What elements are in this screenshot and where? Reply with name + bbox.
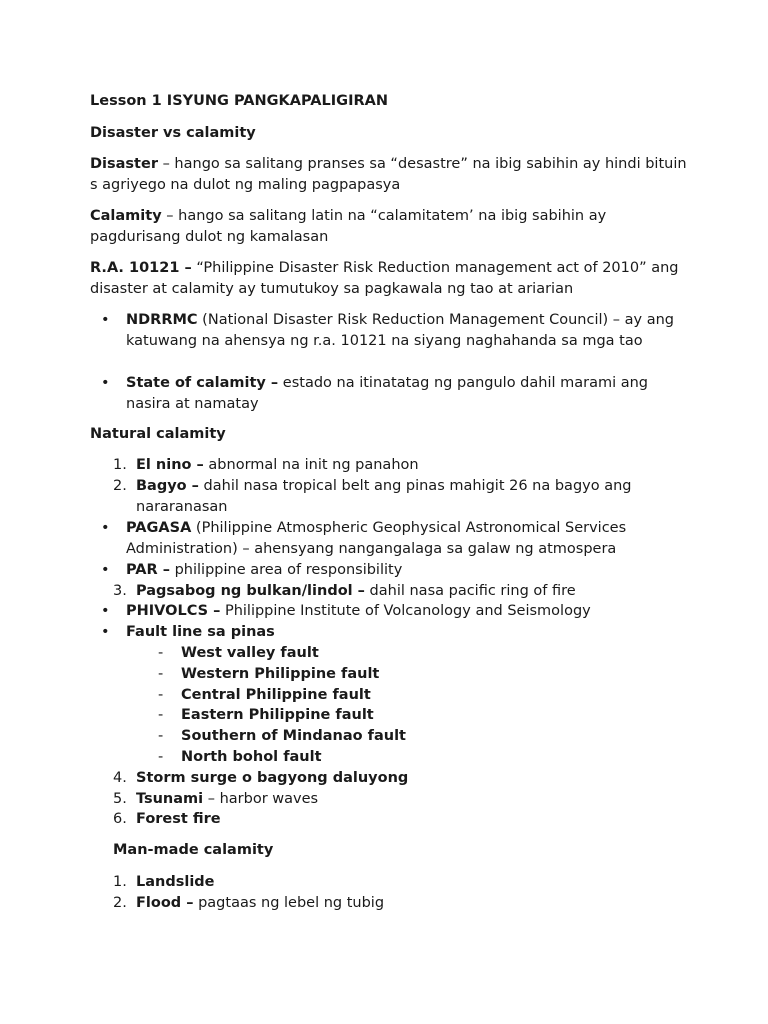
list-item-state-of-calamity: State of calamity – estado na itinatatag ng pangulo dahil marami ang nasira at namatay xyxy=(126,375,649,412)
bullet-icon: • xyxy=(101,375,110,391)
list-item-pagasa: PAGASA (Philippine Atmospheric Geophysical Astronomical Services xyxy=(126,520,627,536)
list-item-bagyo: Bagyo – dahil nasa tropical belt ang pinas mahigit 26 na bagyo ang xyxy=(136,478,632,494)
list-item-fault-line: Fault line sa pinas xyxy=(126,624,275,640)
list-item-phivolcs: PHIVOLCS – Philippine Institute of Volcanology and Seismology xyxy=(126,603,591,619)
lesson-title: Lesson 1 ISYUNG PANGKAPALIGIRAN xyxy=(90,93,388,109)
fault-item: West valley fault xyxy=(181,645,319,661)
fault-item: Western Philippine fault xyxy=(181,666,380,682)
list-number: 4. xyxy=(113,770,127,786)
list-number: 1. xyxy=(113,457,127,473)
list-number: 5. xyxy=(113,791,127,807)
list-item-pagasa-cont: Administration) – ahensyang nangangalaga sa galaw ng atmospera xyxy=(126,541,617,557)
list-item-par: PAR – philippine area of responsibility xyxy=(126,562,403,578)
dash-icon: - xyxy=(158,749,164,765)
list-item-landslide: Landslide xyxy=(136,874,215,890)
natural-calamity-heading: Natural calamity xyxy=(90,426,226,442)
dash-icon: - xyxy=(158,645,164,661)
list-number: 3. xyxy=(113,583,127,599)
list-number: 1. xyxy=(113,874,127,890)
dash-icon: - xyxy=(158,666,164,682)
man-made-calamity-heading: Man-made calamity xyxy=(113,842,274,858)
dash-icon: - xyxy=(158,707,164,723)
list-number: 2. xyxy=(113,478,127,494)
bullet-icon: • xyxy=(101,603,110,619)
subtitle: Disaster vs calamity xyxy=(90,125,256,141)
dash-icon: - xyxy=(158,728,164,744)
disaster-definition: Disaster – hango sa salitang pranses sa “desastre” na ibig sabihin ay hindi bituin s agriyego na dulot ng maling pagpapasya xyxy=(90,156,687,193)
list-item-pagsabog: Pagsabog ng bulkan/lindol – dahil nasa pacific ring of fire xyxy=(136,583,576,599)
list-item-bagyo-cont: nararanasan xyxy=(136,499,228,515)
calamity-definition: Calamity – hango sa salitang latin na “calamitatem’ na ibig sabihin ay pagdurisang dulot ng kamalasan xyxy=(90,208,607,245)
list-number: 2. xyxy=(113,895,127,911)
bullet-icon: • xyxy=(101,624,110,640)
list-item-storm-surge: Storm surge o bagyong daluyong xyxy=(136,770,409,786)
dash-icon: - xyxy=(158,687,164,703)
list-number: 6. xyxy=(113,811,127,827)
bullet-icon: • xyxy=(101,520,110,536)
fault-item: Eastern Philippine fault xyxy=(181,707,374,723)
fault-item: Central Philippine fault xyxy=(181,687,371,703)
list-item-tsunami: Tsunami – harbor waves xyxy=(136,791,319,807)
fault-item: North bohol fault xyxy=(181,749,322,765)
list-item-flood: Flood – pagtaas ng lebel ng tubig xyxy=(136,895,385,911)
bullet-icon: • xyxy=(101,562,110,578)
list-item-forest-fire: Forest fire xyxy=(136,811,221,827)
ra-definition: R.A. 10121 – “Philippine Disaster Risk Reduction management act of 2010” ang disaster at calamity ay tumutukoy sa pagkawala ng tao at ariarian xyxy=(90,260,679,297)
fault-item: Southern of Mindanao fault xyxy=(181,728,406,744)
list-item-el-nino: El nino – abnormal na init ng panahon xyxy=(136,457,419,473)
list-item-ndrrmc: NDRRMC (National Disaster Risk Reduction Management Council) – ay ang katuwang na ahensya ng r.a. 10121 na siyang naghahanda sa mga tao xyxy=(126,312,675,349)
bullet-icon: • xyxy=(101,312,110,328)
